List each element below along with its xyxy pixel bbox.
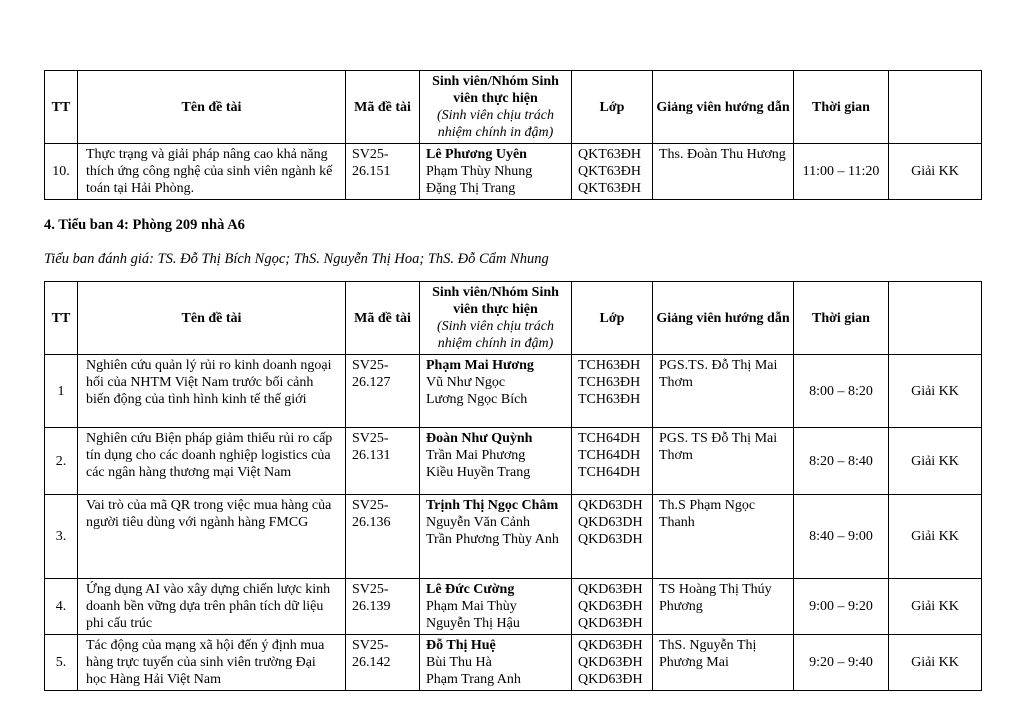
header-students-main: Sinh viên/Nhóm Sinh viên thực hiện <box>432 285 559 317</box>
class-name: QKT63ĐH <box>578 181 641 196</box>
table-row <box>45 635 982 691</box>
time-cell: 11:00 – 11:20 <box>794 144 889 200</box>
award-cell: Giải KK <box>889 144 982 200</box>
student-name: Vũ Như Ngọc <box>426 375 506 390</box>
class-name: QKT63ĐH <box>578 164 641 179</box>
student-lead: Lê Đức Cường <box>426 582 515 597</box>
header-cell-class: Lớp <box>572 71 653 144</box>
time-cell: 9:20 – 9:40 <box>794 635 889 691</box>
student-name: Nguyễn Thị Hậu <box>426 616 520 631</box>
student-lead: Đoàn Như Quỳnh <box>426 431 533 446</box>
header-cell-students <box>420 282 572 355</box>
class-cell <box>572 579 653 635</box>
code-cell: SV25-26.127 <box>346 355 420 428</box>
student-lead: Đỗ Thị Huệ <box>426 638 496 653</box>
student-name: Trần Mai Phương <box>426 448 526 463</box>
topic-cell: Ứng dụng AI vào xây dựng chiến lược kinh doanh bền vững dựa trên phân tích dữ liệu phi cấu trúc <box>78 579 346 635</box>
header-cell-time: Thời gian <box>794 282 889 355</box>
class-name: QKD63ĐH <box>578 655 643 670</box>
topic-cell: Tác động của mạng xã hội đến ý định mua hàng trực tuyến của sinh viên trường Đại học Hàng Hải Việt Nam <box>78 635 346 691</box>
row-number: 2. <box>45 428 78 495</box>
class-name: TCH64DH <box>578 465 641 480</box>
topic-cell: Nghiên cứu Biện pháp giảm thiểu rủi ro cấp tín dụng cho các doanh nghiệp logistics của các ngân hàng thương mại Việt Nam <box>78 428 346 495</box>
class-name: TCH63ĐH <box>578 358 641 373</box>
header-cell-advisor: Giảng viên hướng dẫn <box>653 71 794 144</box>
advisor-cell: PGS.TS. Đỗ Thị Mai Thơm <box>653 355 794 428</box>
class-name: QKD63ĐH <box>578 616 643 631</box>
code-cell: SV25-26.139 <box>346 579 420 635</box>
row-number: 3. <box>45 495 78 579</box>
student-name: Phạm Trang Anh <box>426 672 521 687</box>
header-cell-time: Thời gian <box>794 71 889 144</box>
student-name: Kiều Huyền Trang <box>426 465 531 480</box>
class-cell <box>572 355 653 428</box>
class-name: QKD63ĐH <box>578 638 643 653</box>
class-cell <box>572 635 653 691</box>
advisor-cell: TS Hoàng Thị Thúy Phương <box>653 579 794 635</box>
header-students-note: (Sinh viên chịu trách nhiệm chính in đậm) <box>436 319 555 351</box>
header-cell-class: Lớp <box>572 282 653 355</box>
header-cell-topic: Tên đề tài <box>78 282 346 355</box>
time-cell: 8:40 – 9:00 <box>794 495 889 579</box>
header-cell-tt: TT <box>45 71 78 144</box>
evaluators-line: Tiểu ban đánh giá: TS. Đỗ Thị Bích Ngọc; ThS. Nguyễn Thị Hoa; ThS. Đỗ Cẩm Nhung <box>44 251 549 267</box>
table-row <box>45 144 982 200</box>
class-cell <box>572 428 653 495</box>
header-students-note: (Sinh viên chịu trách nhiệm chính in đậm) <box>436 108 555 140</box>
students-cell <box>420 355 572 428</box>
row-number: 10. <box>45 144 78 200</box>
advisor-cell: Th.S Phạm Ngọc Thanh <box>653 495 794 579</box>
student-name: Nguyễn Văn Cảnh <box>426 515 530 530</box>
code-cell: SV25-26.136 <box>346 495 420 579</box>
class-name: QKD63ĐH <box>578 672 643 687</box>
class-name: QKD63ĐH <box>578 582 643 597</box>
topic-cell: Vai trò của mã QR trong việc mua hàng của người tiêu dùng với ngành hàng FMCG <box>78 495 346 579</box>
class-name: QKD63DH <box>578 498 643 513</box>
row-number: 4. <box>45 579 78 635</box>
class-name: TCH63ĐH <box>578 392 641 407</box>
advisor-cell: PGS. TS Đỗ Thị Mai Thơm <box>653 428 794 495</box>
header-cell-code: Mã đề tài <box>346 282 420 355</box>
section-heading: 4. Tiểu ban 4: Phòng 209 nhà A6 <box>44 217 245 233</box>
table-row <box>45 355 982 428</box>
header-cell-students <box>420 71 572 144</box>
advisor-cell: Ths. Đoàn Thu Hương <box>653 144 794 200</box>
topic-cell: Nghiên cứu quản lý rủi ro kinh doanh ngoại hối của NHTM Việt Nam trước bối cảnh biến động của tình hình kinh tế thế giới <box>78 355 346 428</box>
advisor-cell: ThS. Nguyễn Thị Phương Mai <box>653 635 794 691</box>
class-cell <box>572 495 653 579</box>
code-cell: SV25-26.151 <box>346 144 420 200</box>
class-name: TCH63ĐH <box>578 375 641 390</box>
row-number: 5. <box>45 635 78 691</box>
student-name: Trần Phương Thùy Anh <box>426 532 559 547</box>
table-header-row <box>45 282 982 355</box>
class-name: TCH64DH <box>578 431 641 446</box>
header-cell-advisor: Giảng viên hướng dẫn <box>653 282 794 355</box>
class-name: QKT63ĐH <box>578 147 641 162</box>
award-cell: Giải KK <box>889 428 982 495</box>
table-header-row <box>45 71 982 144</box>
header-cell-code: Mã đề tài <box>346 71 420 144</box>
time-cell: 8:20 – 8:40 <box>794 428 889 495</box>
student-name: Phạm Thùy Nhung <box>426 164 533 179</box>
header-cell-award <box>889 71 982 144</box>
award-cell: Giải KK <box>889 355 982 428</box>
results-table-section4 <box>44 281 982 691</box>
table-row <box>45 428 982 495</box>
table-row <box>45 495 982 579</box>
students-cell <box>420 635 572 691</box>
student-lead: Phạm Mai Hương <box>426 358 534 373</box>
students-cell <box>420 579 572 635</box>
header-students-main: Sinh viên/Nhóm Sinh viên thực hiện <box>432 74 559 106</box>
award-cell: Giải KK <box>889 635 982 691</box>
results-table-section3 <box>44 70 982 200</box>
time-cell: 8:00 – 8:20 <box>794 355 889 428</box>
student-lead: Trịnh Thị Ngọc Châm <box>426 498 559 513</box>
students-cell <box>420 495 572 579</box>
award-cell: Giải KK <box>889 495 982 579</box>
class-name: QKD63ĐH <box>578 599 643 614</box>
award-cell: Giải KK <box>889 579 982 635</box>
code-cell: SV25-26.142 <box>346 635 420 691</box>
class-name: QKD63DH <box>578 515 643 530</box>
code-cell: SV25-26.131 <box>346 428 420 495</box>
class-name: QKD63DH <box>578 532 643 547</box>
student-name: Bùi Thu Hà <box>426 655 492 670</box>
student-name: Lương Ngọc Bích <box>426 392 528 407</box>
time-cell: 9:00 – 9:20 <box>794 579 889 635</box>
header-cell-tt: TT <box>45 282 78 355</box>
topic-cell: Thực trạng và giải pháp nâng cao khả năng thích ứng công nghệ của sinh viên ngành kế toán tại Hải Phòng. <box>78 144 346 200</box>
class-name: TCH64DH <box>578 448 641 463</box>
student-name: Phạm Mai Thùy <box>426 599 517 614</box>
class-cell <box>572 144 653 200</box>
student-name: Đặng Thị Trang <box>426 181 516 196</box>
header-cell-topic: Tên đề tài <box>78 71 346 144</box>
table-row <box>45 579 982 635</box>
student-lead: Lê Phương Uyên <box>426 147 527 162</box>
students-cell <box>420 428 572 495</box>
header-cell-award <box>889 282 982 355</box>
row-number: 1 <box>45 355 78 428</box>
students-cell <box>420 144 572 200</box>
